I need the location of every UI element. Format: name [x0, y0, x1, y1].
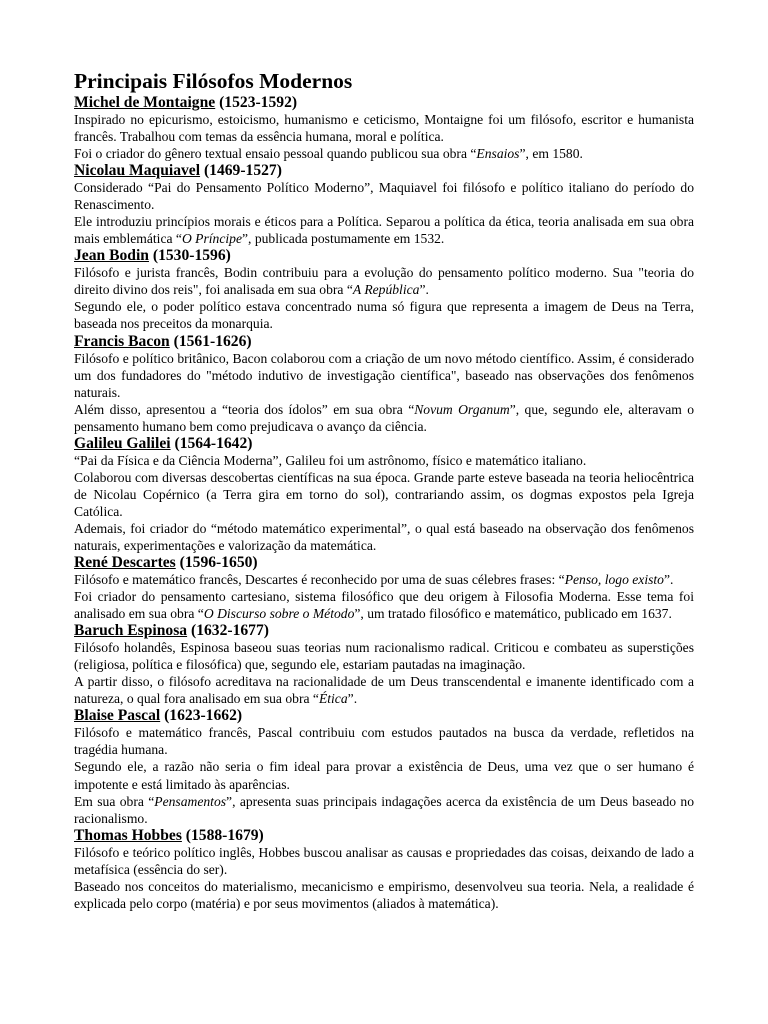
- paragraph-text: Em sua obra “: [74, 793, 155, 809]
- paragraph: [74, 145, 694, 162]
- philosopher-years: (1596-1650): [179, 554, 258, 572]
- philosopher-name: Francis Bacon: [74, 332, 170, 350]
- work-title: O Discurso sobre o Método: [203, 606, 355, 622]
- paragraph-text: Além disso, apresentou a “teoria dos ídolos” em sua obra “: [74, 401, 415, 417]
- work-title: O Príncipe: [181, 231, 242, 247]
- paragraph: [74, 724, 694, 758]
- work-title: Ensaios: [476, 146, 520, 162]
- paragraph: [74, 520, 694, 554]
- paragraph-text: ”.: [347, 691, 358, 707]
- paragraph: [74, 298, 694, 332]
- philosopher-years: (1561-1626): [173, 332, 252, 350]
- paragraph: [74, 571, 694, 588]
- paragraph: [74, 350, 694, 401]
- philosopher-entry: [74, 247, 694, 332]
- philosopher-list: [74, 94, 694, 912]
- paragraph-text: Filósofo e teórico político inglês, Hobbes buscou analisar as causas e propriedades das coisas, deixando de lado a metafísica (essência do ser).: [74, 844, 694, 877]
- work-title: Penso, logo existo: [564, 572, 664, 588]
- paragraph: [74, 213, 694, 247]
- philosopher-name: René Descartes: [74, 554, 176, 572]
- paragraph-text: Foi criador do pensamento cartesiano, sistema filosófico que deu origem à Filosofia Moderna. Esse tema foi analisado em sua obra “: [74, 589, 694, 622]
- philosopher-years: (1632-1677): [191, 622, 269, 640]
- paragraph-text: ”, que, segundo ele, alteravam o pensamento humano bem como prejudicava o avanço da ciência.: [74, 401, 694, 434]
- paragraph: [74, 639, 694, 673]
- philosopher-entry: [74, 435, 694, 554]
- paragraph: [74, 793, 694, 827]
- paragraph-text: ”, em 1580.: [519, 146, 583, 162]
- paragraph-text: Filósofo holandês, Espinosa baseou suas teorias num racionalismo radical. Criticou e combateu as superstições (religiosa, política e filosófica) que, segundo ele, estariam pautadas na imaginação.: [74, 640, 694, 673]
- paragraph-text: Segundo ele, o poder político estava concentrado numa só figura que representa a imagem de Deus na Terra, baseada nos preceitos da monarquia.: [74, 299, 694, 332]
- philosopher-years: (1623-1662): [164, 707, 243, 725]
- paragraph: [74, 264, 694, 298]
- paragraph-text: Filósofo e político britânico, Bacon colaborou com a criação de um novo método científico. Assim, é considerado um dos fundadores do "método indutivo de investigação científica", baseado nas observações dos fenômenos naturais.: [74, 350, 694, 400]
- philosopher-name: Thomas Hobbes: [74, 826, 182, 844]
- philosopher-heading: [74, 827, 694, 844]
- philosopher-years: (1530-1596): [152, 247, 231, 265]
- paragraph-text: Colaborou com diversas descobertas científicas na sua época. Grande parte esteve baseada na teoria heliocêntrica de Nicolau Copérnico (a Terra gira em torno do sol), contrariando assim, os dogmas expostos pela Igreja Católica.: [74, 469, 694, 519]
- paragraph-text: ”, publicada postumamente em 1532.: [241, 231, 445, 247]
- paragraph-text: Foi o criador do gênero textual ensaio pessoal quando publicou sua obra “: [74, 146, 477, 162]
- philosopher-name: Galileu Galilei: [74, 434, 171, 452]
- philosopher-years: (1564-1642): [174, 434, 253, 452]
- philosopher-name: Baruch Espinosa: [74, 622, 188, 640]
- paragraph-text: Baseado nos conceitos do materialismo, mecanicismo e empirismo, desenvolveu sua teoria. Nela, a realidade é explicada pelo corpo (matéria) e por seus movimentos (aliados à matemática).: [74, 878, 694, 911]
- philosopher-entry: [74, 707, 694, 826]
- philosopher-heading: [74, 622, 694, 639]
- philosopher-entry: [74, 94, 694, 162]
- page-title: Principais Filósofos Modernos: [74, 69, 353, 93]
- philosopher-heading: [74, 162, 694, 179]
- philosopher-heading: [74, 435, 694, 452]
- philosopher-name: Michel de Montaigne: [74, 94, 216, 111]
- paragraph-text: Considerado “Pai do Pensamento Político Moderno”, Maquiavel foi filósofo e político italiano do período do Renascimento.: [74, 180, 694, 213]
- paragraph-text: ”, um tratado filosófico e matemático, publicado em 1637.: [354, 606, 672, 622]
- paragraph-text: “Pai da Física e da Ciência Moderna”, Galileu foi um astrônomo, físico e matemático italiano.: [74, 452, 587, 468]
- paragraph-text: Inspirado no epicurismo, estoicismo, humanismo e ceticismo, Montaigne foi um filósofo, escritor e humanista francês. Trabalhou com temas da essência humana, moral e política.: [74, 112, 694, 145]
- paragraph-text: ”, apresenta suas principais indagações acerca da existência de um Deus baseado no racionalismo.: [74, 793, 694, 826]
- paragraph: [74, 588, 694, 622]
- paragraph: [74, 878, 694, 912]
- philosopher-heading: [74, 94, 694, 111]
- work-title: A República: [352, 282, 420, 298]
- paragraph: [74, 673, 694, 707]
- work-title: Ética: [318, 691, 348, 707]
- paragraph: [74, 452, 694, 469]
- philosopher-years: (1523-1592): [219, 94, 298, 111]
- philosopher-entry: [74, 162, 694, 247]
- philosopher-entry: [74, 333, 694, 435]
- philosopher-entry: [74, 554, 694, 622]
- document-page: [74, 68, 694, 912]
- work-title: Pensamentos: [154, 793, 227, 809]
- paragraph-text: A partir disso, o filósofo acreditava na racionalidade de um Deus transcendental e imanente identificado com a natureza, o qual fora analisado em sua obra “: [74, 674, 694, 707]
- paragraph-text: Filósofo e matemático francês, Pascal contribuiu com estudos pautados na busca da verdade, refletidos na tragédia humana.: [74, 725, 694, 758]
- philosopher-entry: [74, 827, 694, 912]
- philosopher-entry: [74, 622, 694, 707]
- paragraph: [74, 844, 694, 878]
- paragraph-text: ”.: [663, 572, 674, 588]
- paragraph-text: ”.: [419, 282, 429, 298]
- philosopher-heading: [74, 554, 694, 571]
- work-title: Novum Organum: [414, 401, 510, 417]
- philosopher-name: Blaise Pascal: [74, 707, 161, 725]
- paragraph-text: Ele introduziu princípios morais e éticos para a Política. Separou a política da ética, teoria analisada em sua obra mais emblemática “: [74, 214, 694, 247]
- paragraph-text: Segundo ele, a razão não seria o fim ideal para provar a existência de Deus, uma vez que o ser humano é impotente e está limitado às aparências.: [74, 759, 694, 792]
- paragraph: [74, 469, 694, 520]
- paragraph-text: Filósofo e matemático francês, Descartes é reconhecido por uma de suas célebres frases: “: [74, 572, 565, 588]
- philosopher-years: (1588-1679): [185, 826, 264, 844]
- philosopher-heading: [74, 247, 694, 264]
- paragraph-text: Ademais, foi criador do “método matemático experimental”, o qual está baseado na observação dos fenômenos naturais, experimentações e valorização da matemática.: [74, 520, 694, 553]
- paragraph: [74, 758, 694, 792]
- paragraph: [74, 111, 694, 145]
- philosopher-name: Jean Bodin: [74, 247, 149, 265]
- paragraph-text: Filósofo e jurista francês, Bodin contribuiu para a evolução do pensamento político moderno. Sua "teoria do direito divino dos reis", foi analisada em sua obra “: [74, 265, 694, 298]
- paragraph: [74, 179, 694, 213]
- paragraph: [74, 401, 694, 435]
- philosopher-heading: [74, 707, 694, 724]
- philosopher-name: Nicolau Maquiavel: [74, 162, 201, 180]
- philosopher-years: (1469-1527): [203, 162, 282, 180]
- philosopher-heading: [74, 333, 694, 350]
